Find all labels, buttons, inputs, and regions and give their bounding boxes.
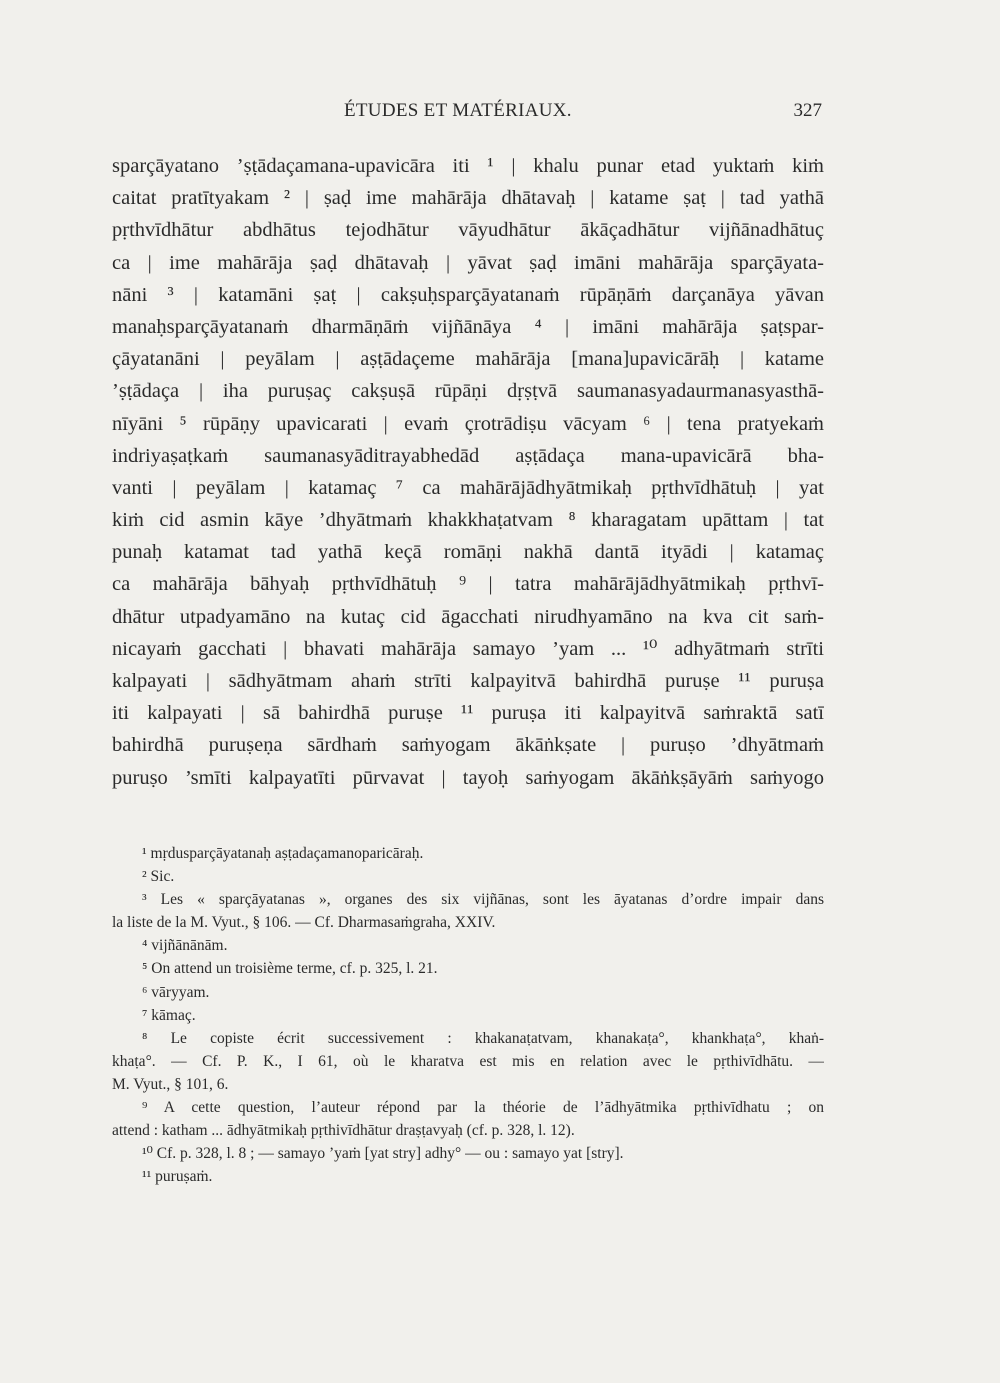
footnote-10: ¹⁰ Cf. p. 328, l. 8 ; — samayo ’yaṁ [yat stry] adhy° — ou : samayo yat [stry].: [142, 1145, 624, 1163]
footnote-8: ⁸ Le copiste écrit successivement : khakanaṭatvam, khanakaṭa°, khankhaṭa°, khaṅ-: [142, 1029, 824, 1047]
text-line: dhātur utpadyamāno na kutaç cid āgacchati nirudhyamāno na kva cit saṁ-: [112, 605, 824, 628]
text-line: caitat pratītyakam ² | ṣaḍ ime mahārāja dhātavaḥ | katame ṣaṭ | tad yathā: [112, 187, 824, 210]
text-line: pṛthvīdhātur abdhātus tejodhātur vāyudhātur ākāçadhātur vijñānadhātuç: [112, 219, 824, 242]
footnotes: [112, 842, 824, 1188]
footnote-4: ⁴ vijñānānām.: [142, 937, 228, 955]
text-line: nāni ³ | katamāni ṣaṭ | cakṣuḥsparçāyatanaṁ rūpāṇāṁ darçanāya yāvan: [112, 283, 824, 306]
text-line: kiṁ cid asmin kāye ’dhyātmaṁ khakkhaṭatvam ⁸ kharagatam upāttam | tat: [112, 509, 824, 532]
footnote-11: ¹¹ puruṣaṁ.: [142, 1168, 213, 1186]
text-line: iti kalpayati | sā bahirdhā puruṣe ¹¹ puruṣa iti kalpayitvā saṁraktā satī: [112, 702, 824, 725]
footnote-3-continued: la liste de la M. Vyut., § 106. — Cf. Dharmasaṁgraha, XXIV.: [112, 914, 496, 932]
text-line: sparçāyatano ’ṣṭādaçamana-upavicāra iti ¹ | khalu punar etad yuktaṁ kiṁ: [112, 155, 824, 177]
text-line: punaḥ katamat tad yathā keçā romāṇi nakhā dantā ityādi | katamaç: [112, 541, 824, 564]
footnote-9: ⁹ A cette question, l’auteur répond par la théorie de l’ādhyātmika pṛthivīdhatu ; on: [142, 1099, 824, 1117]
footnote-6: ⁶ vāryyam.: [142, 983, 210, 1001]
footnote-8-end: M. Vyut., § 101, 6.: [112, 1075, 229, 1093]
footnote-2: ² Sic.: [142, 868, 175, 886]
text-line: bahirdhā puruṣeṇa sārdhaṁ saṁyogam ākāṅkṣate | puruṣo ’dhyātmaṁ: [112, 734, 824, 757]
text-line: ’ṣṭādaça | iha puruṣaç cakṣuṣā rūpāṇi dṛṣṭvā saumanasyadaurmanasyasthā-: [112, 380, 824, 403]
footnote-3: ³ Les « sparçāyatanas », organes des six vijñānas, sont les āyatanas d’ordre impair dans: [142, 891, 824, 909]
footnote-7: ⁷ kāmaç.: [142, 1006, 196, 1024]
text-line: kalpayati | sādhyātmam ahaṁ strīti kalpayitvā bahirdhā puruṣe ¹¹ puruṣa: [112, 670, 824, 692]
footnote-8-continued: khaṭa°. — Cf. P. K., I 61, où le kharatva est mis en relation avec le pṛthivīdhātu. —: [112, 1052, 824, 1070]
text-line: çāyatanāni | peyālam | aṣṭādaçeme mahārāja [mana]upavicārāḥ | katame: [112, 348, 824, 371]
text-line: ca | ime mahārāja ṣaḍ dhātavaḥ | yāvat ṣaḍ imāni mahārāja sparçāyata-: [112, 251, 824, 274]
text-line: manaḥsparçāyatanaṁ dharmāṇāṁ vijñānāya ⁴ | imāni mahārāja ṣaṭspar-: [112, 315, 824, 338]
footnote-5: ⁵ On attend un troisième terme, cf. p. 325, l. 21.: [142, 960, 438, 978]
text-line: nīyāni ⁵ rūpāṇy upavicarati | evaṁ çrotrādiṣu vācyam ⁶ | tena pratyekaṁ: [112, 412, 824, 435]
page-header: [112, 100, 822, 130]
running-title: ÉTUDES ET MATÉRIAUX.: [344, 100, 572, 121]
text-line: ca mahārāja bāhyaḥ pṛthvīdhātuḥ ⁹ | tatra mahārājādhyātmikaḥ pṛthvī-: [112, 573, 824, 596]
text-line: vanti | peyālam | katamaç ⁷ ca mahārājādhyātmikaḥ pṛthvīdhātuḥ | yat: [112, 476, 824, 499]
footnote-1: ¹ mṛdusparçāyatanaḥ aṣṭadaçamanoparicāraḥ.: [142, 845, 424, 862]
footnote-9-continued: attend : katham ... ādhyātmikaḥ pṛthivīdhātur draṣṭavyaḥ (cf. p. 328, l. 12).: [112, 1122, 575, 1140]
main-text: [112, 150, 824, 794]
text-line: indriyaṣaṭkaṁ saumanasyāditrayabhedād aṣṭādaça mana-upavicārā bha-: [112, 444, 824, 467]
text-line: nicayaṁ gacchati | bhavati mahārāja samayo ’yam ... ¹⁰ adhyātmaṁ strīti: [112, 637, 824, 660]
page-number: 327: [793, 100, 822, 121]
text-line: puruṣo ’smīti kalpayatīti pūrvavat | tayoḥ saṁyogam ākāṅkṣāyāṁ saṁyogo: [112, 766, 824, 789]
